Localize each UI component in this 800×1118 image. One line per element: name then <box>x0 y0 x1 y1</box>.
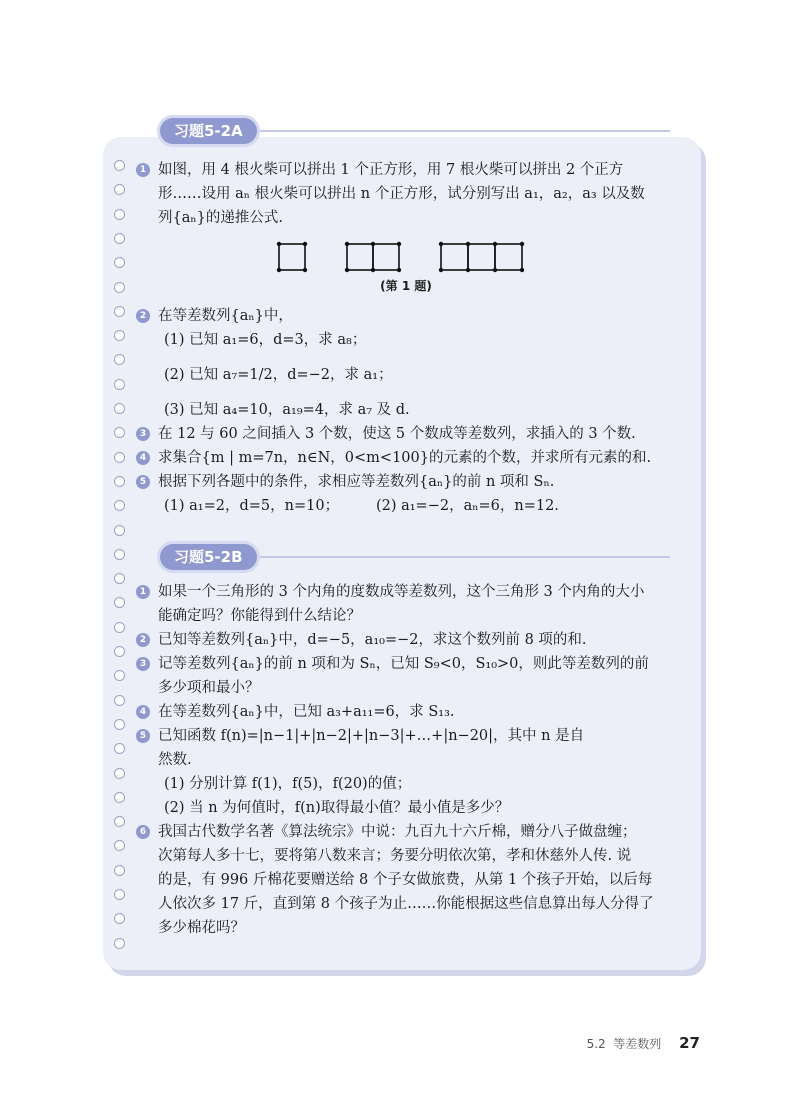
problem-b1 <box>136 580 676 628</box>
problem-line: 记等差数列{aₙ}的前 n 项和为 Sₙ，已知 S₉<0，S₁₀>0，则此等差数列的前 <box>158 656 649 672</box>
problem-a2 <box>136 304 676 422</box>
matchstick-figure <box>136 230 676 296</box>
sub-question: (1) 已知 a₁=6，d=3，求 a₈； <box>164 332 367 348</box>
binder-ring <box>114 695 125 706</box>
problem-line: 的是，有 996 斤棉花要赠送给 8 个子女做旅费，从第 1 个孩子开始，以后每 <box>158 872 653 888</box>
sub-question: (2) 当 n 为何值时，f(n)取得最小值？最小值是多少？ <box>164 800 510 816</box>
binder-ring <box>114 792 125 803</box>
problem-line: 次第每人多十七，要将第八数来言；务要分明依次第，孝和休慈外人传. 说 <box>158 848 632 864</box>
binder-ring <box>114 476 125 487</box>
problem-b3 <box>136 652 676 700</box>
problem-number-badge: 2 <box>136 633 150 647</box>
problem-line: 然数. <box>158 752 192 768</box>
problem-number-badge: 6 <box>136 825 150 839</box>
problem-line: 根据下列各题中的条件，求相应等差数列{aₙ}的前 n 项和 Sₙ. <box>158 474 555 490</box>
section-a-content <box>136 158 676 518</box>
binder-ring <box>114 646 125 657</box>
problem-line: 已知函数 f(n)=|n−1|+|n−2|+|n−3|+…+|n−20|，其中 n 是自 <box>158 728 585 744</box>
problem-number-badge: 1 <box>136 585 150 599</box>
binder-ring <box>114 282 125 293</box>
problem-b5 <box>136 724 676 820</box>
problem-line: 多少棉花吗？ <box>158 920 245 936</box>
problem-number-badge: 4 <box>136 451 150 465</box>
section-b-content <box>136 580 676 940</box>
sub-question: (3) 已知 a₄=10，a₁₉=4，求 a₇ 及 d. <box>164 402 410 418</box>
problem-line: 能确定吗？你能得到什么结论？ <box>158 608 361 624</box>
binder-ring <box>114 889 125 900</box>
header-rule-a <box>250 130 670 132</box>
section-b-tag: 习题5-2B <box>160 544 257 570</box>
problem-number-badge: 3 <box>136 657 150 671</box>
problem-line: 求集合{m | m=7n，n∈N，0<m<100}的元素的个数，并求所有元素的和. <box>158 450 652 466</box>
problem-line: 已知等差数列{aₙ}中，d=−5，a₁₀=−2，求这个数列前 8 项的和. <box>158 632 587 648</box>
problem-a1 <box>136 158 676 230</box>
binder-ring <box>114 233 125 244</box>
binder-ring <box>114 403 125 414</box>
sub-question: (1) 分别计算 f(1)，f(5)，f(20)的值； <box>164 776 412 792</box>
problem-line: 人依次多 17 斤，直到第 8 个孩子为止……你能根据这些信息算出每人分得了 <box>158 896 654 912</box>
problem-line: 在等差数列{aₙ}中，已知 a₃+a₁₁=6，求 S₁₃. <box>158 704 455 720</box>
section-a-tag: 习题5-2A <box>160 118 257 144</box>
sub-question: (1) a₁=2，d=5，n=10； (2) a₁=−2，aₙ=6，n=12. <box>164 498 559 514</box>
binder-ring <box>114 622 125 633</box>
problem-number-badge: 5 <box>136 729 150 743</box>
problem-b6 <box>136 820 676 940</box>
binder-ring <box>114 379 125 390</box>
page-footer <box>587 1034 700 1052</box>
header-rule-b <box>250 556 670 558</box>
binder-ring <box>114 306 125 317</box>
problem-line: 如果一个三角形的 3 个内角的度数成等差数列，这个三角形 3 个内角的大小 <box>158 584 645 600</box>
problem-a5 <box>136 470 676 518</box>
problem-line: 形……设用 aₙ 根火柴可以拼出 n 个正方形，试分别写出 a₁，a₂，a₃ 以及数 <box>158 186 645 202</box>
binder-ring <box>114 160 125 171</box>
problem-line: 列{aₙ}的递推公式. <box>158 210 283 226</box>
problem-b2 <box>136 628 676 652</box>
figure-caption: (第 1 题) <box>380 279 432 293</box>
problem-line: 在等差数列{aₙ}中， <box>158 308 293 324</box>
binder-ring <box>114 938 125 949</box>
problem-line: 我国古代数学名著《算法统宗》中说：九百九十六斤棉，赠分八子做盘缠； <box>158 824 637 840</box>
problem-number-badge: 5 <box>136 475 150 489</box>
binder-ring <box>114 525 125 536</box>
problem-number-badge: 1 <box>136 163 150 177</box>
footer-section-title: 5.2 等差数列 <box>586 1037 662 1051</box>
problem-line: 如图，用 4 根火柴可以拼出 1 个正方形，用 7 根火柴可以拼出 2 个正方 <box>158 162 624 178</box>
page-number: 27 <box>679 1034 700 1052</box>
problem-number-badge: 2 <box>136 309 150 323</box>
binder-ring <box>114 719 125 730</box>
problem-a3 <box>136 422 676 446</box>
binder-ring <box>114 209 125 220</box>
sub-question: (2) 已知 a₇=1/2，d=−2，求 a₁； <box>164 367 393 383</box>
binder-ring <box>114 452 125 463</box>
binder-ring <box>114 549 125 560</box>
problem-b4 <box>136 700 676 724</box>
problem-line: 在 12 与 60 之间插入 3 个数，使这 5 个数成等差数列，求插入的 3 个数. <box>158 426 636 442</box>
problem-number-badge: 4 <box>136 705 150 719</box>
problem-number-badge: 3 <box>136 427 150 441</box>
problem-a4 <box>136 446 676 470</box>
problem-line: 多少项和最小？ <box>158 680 260 696</box>
binder-ring <box>114 865 125 876</box>
binder-ring <box>114 768 125 779</box>
